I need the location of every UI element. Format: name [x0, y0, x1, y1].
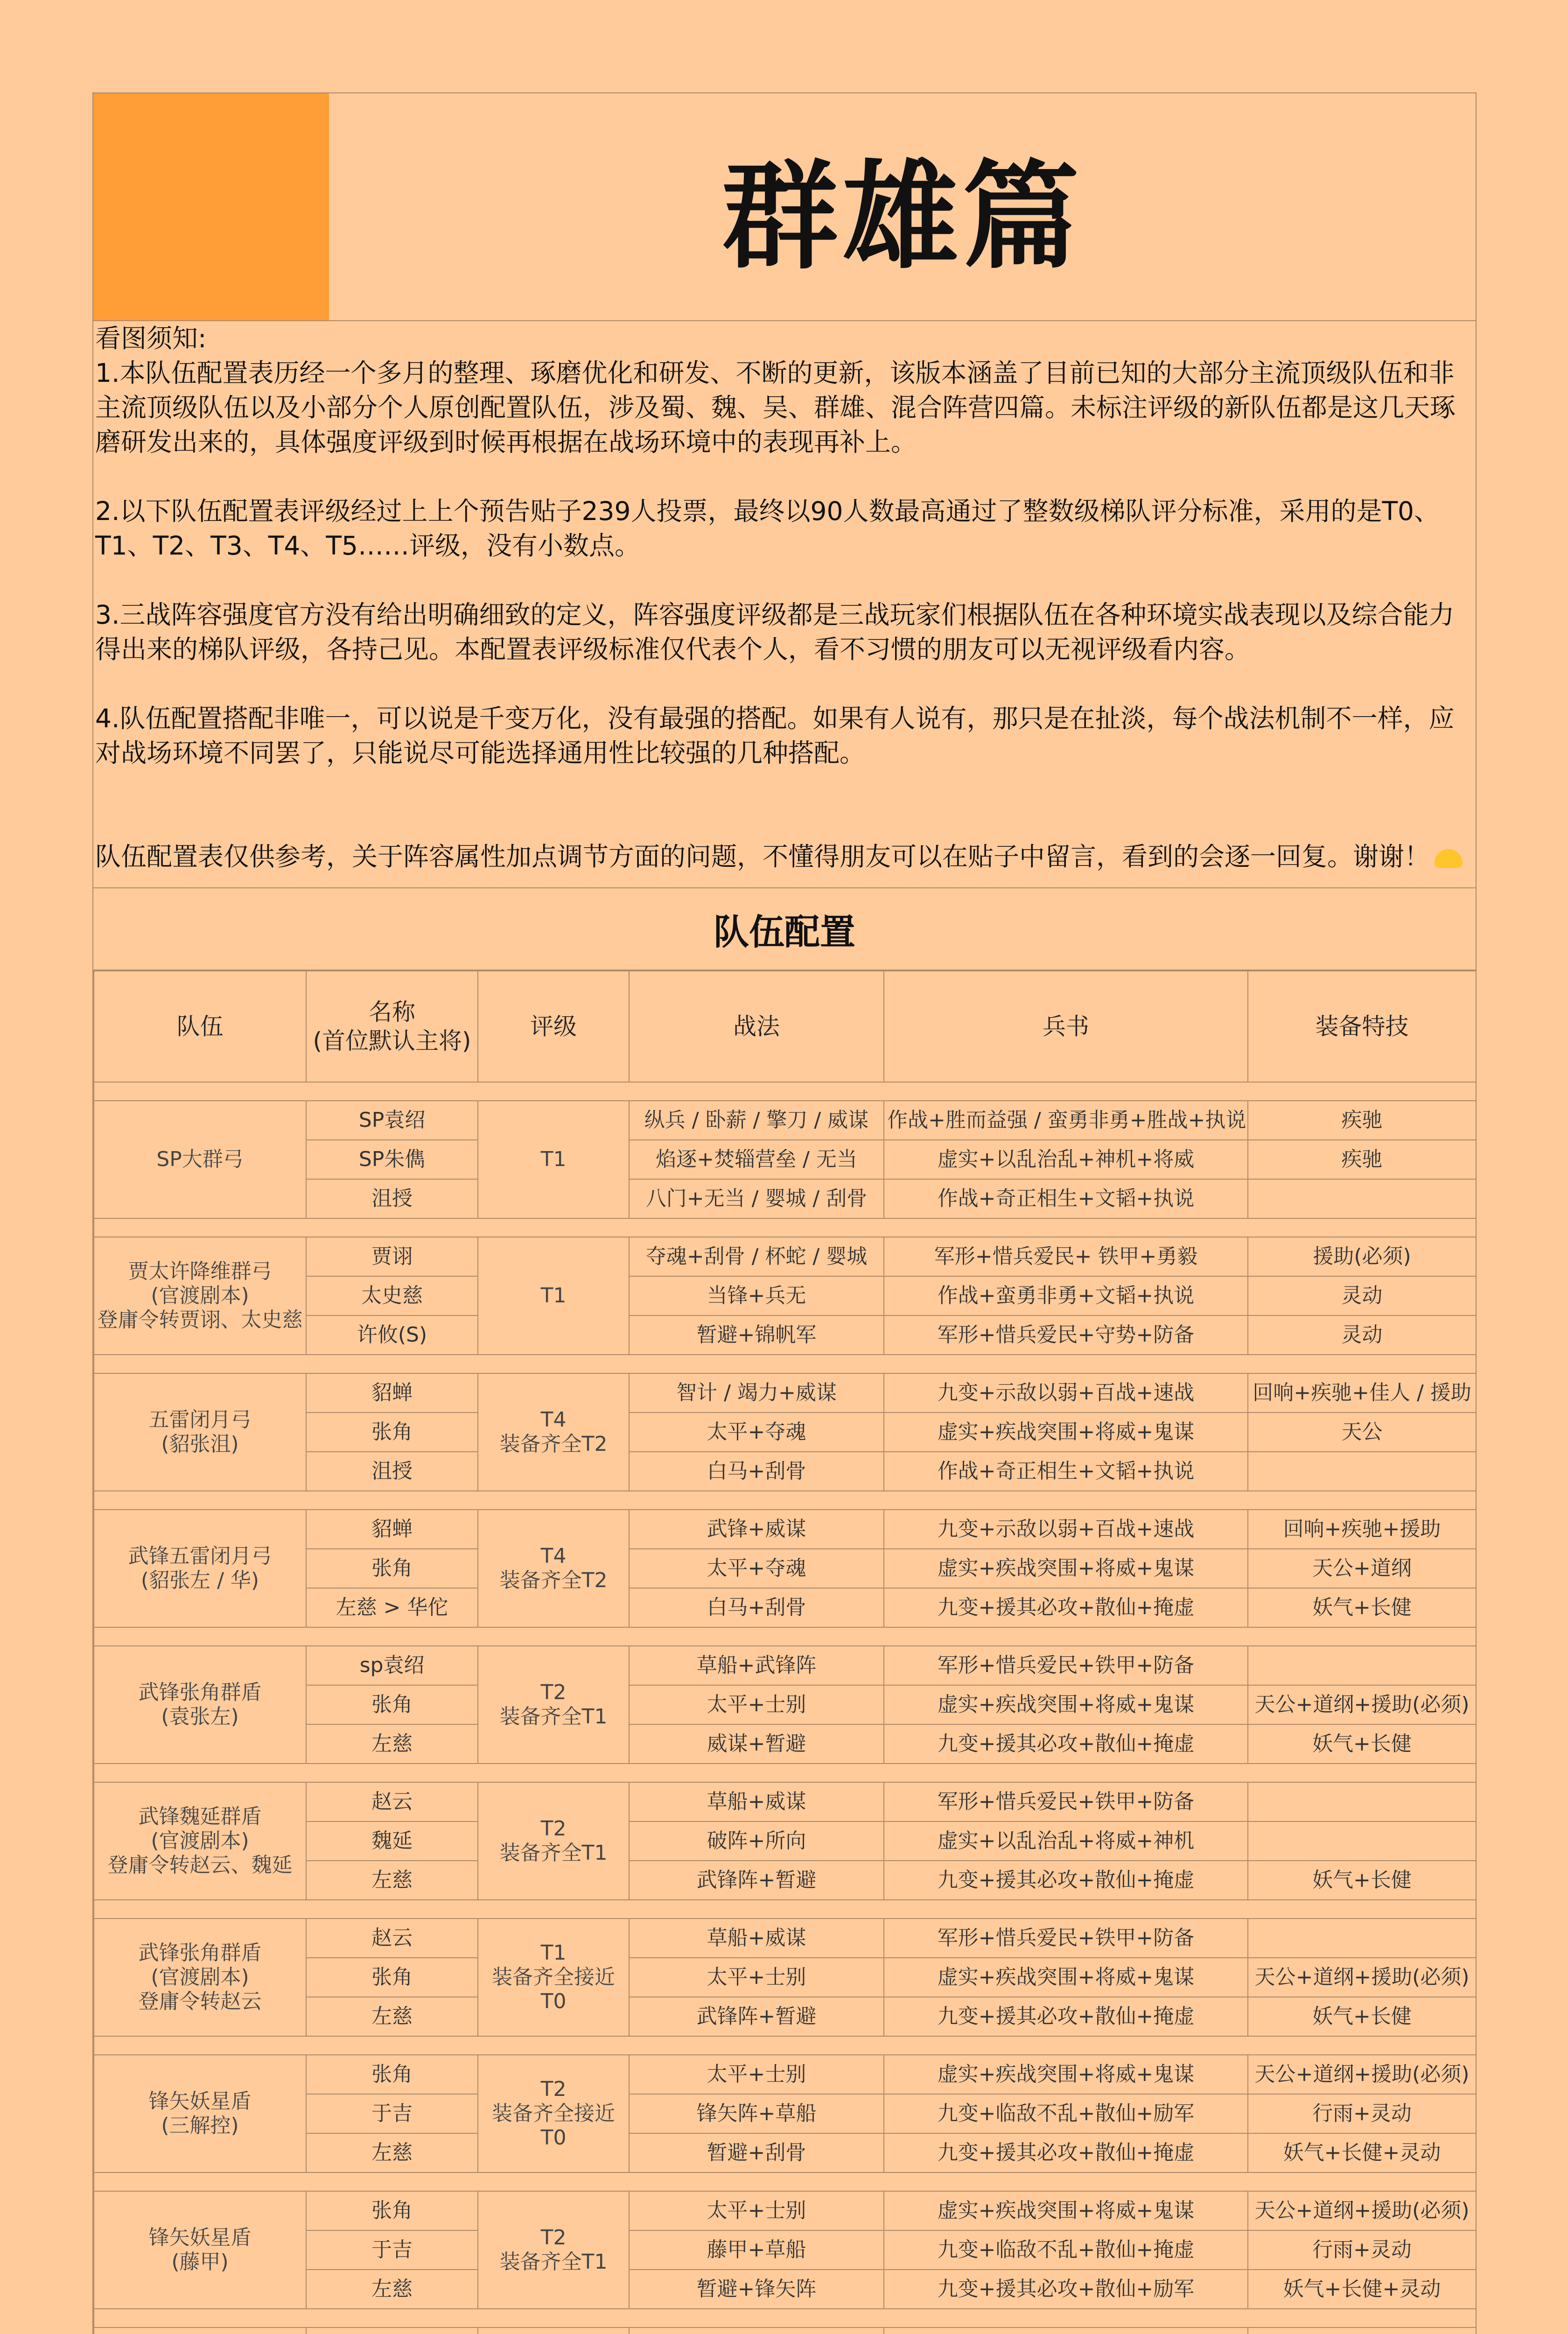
hero-name-cell: 貂蝉 [306, 1510, 478, 1549]
hero-name-cell: 张角 [306, 1549, 478, 1588]
equip-cell: 天公+道纲+援助(必须) [1248, 2191, 1476, 2230]
col-header-books: 兵书 [884, 971, 1248, 1082]
equip-cell: 回响+疾驰+佳人 / 援助 [1248, 1373, 1476, 1413]
page-title: 群雄篇 [721, 149, 1083, 285]
equip-cell: 灵动 [1248, 1315, 1476, 1355]
equip-cell: 妖气+长健+灵动 [1248, 2270, 1476, 2309]
equip-cell: 天公 [1248, 1413, 1476, 1452]
team-name-line: 登庸令转贾诩、太史慈 [97, 1308, 303, 1332]
rank-line: 装备齐全T2 [499, 1568, 608, 1592]
equip-cell: 援助(必须) [1248, 1237, 1476, 1276]
books-cell: 虚实+疾战突围+将威+鬼谋 [884, 1549, 1248, 1588]
books-cell: 虚实+疾战突围+将威+鬼谋 [884, 1958, 1248, 1997]
tactics-cell: 太平+士别 [629, 2191, 884, 2230]
rank-line: T2 [540, 2077, 567, 2101]
tactics-cell: 武锋阵+暂避 [629, 1861, 884, 1900]
rank-cell [478, 1510, 629, 1627]
col-header-tactics: 战法 [629, 971, 884, 1082]
rank-cell [478, 1646, 629, 1764]
equip-cell [1248, 1821, 1476, 1861]
rank-line: T1 [540, 1941, 567, 1965]
team-name-line: 锋矢妖星盾 [148, 2226, 252, 2250]
notes-heading: 看图须知: [95, 323, 207, 353]
team-name-line: 武锋张角群盾 [138, 1941, 262, 1965]
hero-name-cell: 左慈 [306, 1861, 478, 1900]
team-name-cell [94, 2327, 306, 2334]
spacer-row [94, 1355, 1476, 1373]
tactics-cell: 暂避+刮骨 [629, 2133, 884, 2172]
rank-cell [478, 1237, 629, 1355]
rank-line: 装备齐全T1 [499, 1841, 608, 1865]
equip-cell: 妖气+长健 [1248, 1997, 1476, 2036]
equip-cell: 行雨+灵动 [1248, 2230, 1476, 2270]
hero-name-cell: SP朱儁 [306, 1140, 478, 1179]
books-cell: 虚实+以乱治乱+将威+神机 [884, 1821, 1248, 1861]
tactics-cell: 当锋+兵无 [629, 1276, 884, 1315]
equip-cell [1248, 2327, 1476, 2334]
team-name-line: 登庸令转赵云 [138, 1990, 262, 2013]
books-cell: 军形+惜兵爱民+铁甲+防备 [884, 1782, 1248, 1821]
team-name-line: 武锋魏延群盾 [138, 1805, 262, 1828]
spacer-row [94, 2172, 1476, 2191]
books-cell: 虚实+疾战突围+将威+鬼谋 [884, 1685, 1248, 1724]
spacer-row [94, 2309, 1476, 2327]
rank-cell [478, 1101, 629, 1218]
spacer-row [94, 1218, 1476, 1237]
tactics-cell: 太平+夺魂 [629, 1549, 884, 1588]
rank-line: T1 [540, 1147, 567, 1171]
books-cell: 军形+惜兵爱民+守势+防备 [884, 1315, 1248, 1355]
team-name-line: (三解控) [161, 2114, 239, 2137]
table-row [94, 2055, 1476, 2094]
team-name-cell [94, 1782, 306, 1900]
tactics-cell: 草船+威谋 [629, 1782, 884, 1821]
spacer-row [94, 1627, 1476, 1646]
books-cell: 九变+示敌以弱+百战+速战 [884, 1510, 1248, 1549]
rank-line: 装备齐全T1 [499, 2250, 608, 2274]
equip-cell: 天公+道纲+援助(必须) [1248, 1958, 1476, 1997]
hero-name-cell [306, 2327, 478, 2334]
table-row [94, 1510, 1476, 1549]
notes-p2: 2.以下队伍配置表评级经过上上个预告贴子239人投票，最终以90人数最高通过了整数级梯队评分标准，采用的是T0、T1、T2、T3、T4、T5……评级，没有小数点。 [95, 496, 1440, 561]
notes-p3: 3.三战阵容强度官方没有给出明确细致的定义，阵容强度评级都是三战玩家们根据队伍在各种环境实战表现以及综合能力得出来的梯队评级，各持己见。本配置表评级标准仅代表个人，看不习惯的朋友可以无视评级看内容。 [95, 600, 1455, 664]
team-name-cell [94, 1919, 306, 2036]
hero-name-cell: 于吉 [306, 2230, 478, 2270]
hero-name-cell: sp袁绍 [306, 1646, 478, 1685]
team-name-cell [94, 1237, 306, 1355]
hero-name-cell: 张角 [306, 1958, 478, 1997]
rank-line: 装备齐全接近T0 [492, 1965, 615, 2013]
books-cell: 九变+援其必攻+散仙+掩虚 [884, 2133, 1248, 2172]
header [93, 93, 1476, 321]
hero-name-cell: 于吉 [306, 2094, 478, 2133]
rank-cell [478, 2191, 629, 2309]
rank-line: T2 [540, 2226, 567, 2250]
rank-cell [478, 1373, 629, 1491]
rank-line: T4 [540, 1544, 567, 1568]
books-cell: 九变+援其必攻+散仙+掩虚 [884, 1997, 1248, 2036]
tactics-cell: 暂避+锦帆军 [629, 1315, 884, 1355]
rank-cell [478, 2055, 629, 2172]
col-header-equip: 装备特技 [1248, 971, 1476, 1082]
books-cell: 九变+援其必攻+散仙+掩虚 [884, 1861, 1248, 1900]
team-name-line: 贾太许降维群弓 [128, 1259, 272, 1283]
tactics-cell: 武锋+威谋 [629, 1510, 884, 1549]
equip-cell [1248, 1179, 1476, 1218]
team-name-cell [94, 1646, 306, 1764]
team-name-line: 武锋张角群盾 [138, 1680, 262, 1704]
table-row [94, 1919, 1476, 1958]
tactics-cell: 武锋阵+暂避 [629, 1997, 884, 2036]
team-name-line: (貂张左 / 华) [140, 1568, 259, 1592]
team-name-line: 五雷闭月弓 [148, 1408, 252, 1432]
equip-cell: 疾驰 [1248, 1140, 1476, 1179]
tactics-cell: 草船+武锋阵 [629, 1646, 884, 1685]
equip-cell [1248, 1646, 1476, 1685]
rank-line: T4 [540, 1408, 567, 1432]
hero-name-cell: 左慈 [306, 2270, 478, 2309]
team-name-line: 登庸令转赵云、魏延 [107, 1853, 293, 1877]
team-name-line: (袁张左) [161, 1705, 239, 1729]
equip-cell: 天公+道纲+援助(必须) [1248, 2055, 1476, 2094]
team-name-line: 武锋五雷闭月弓 [128, 1544, 272, 1568]
table-row [94, 2191, 1476, 2230]
equip-cell [1248, 1782, 1476, 1821]
hero-name-cell: 魏延 [306, 1821, 478, 1861]
hero-name-cell: 赵云 [306, 1782, 478, 1821]
table-row [94, 1646, 1476, 1685]
hero-name-cell: 左慈 > 华佗 [306, 1588, 478, 1627]
spacer-row [94, 1491, 1476, 1510]
smile-emoji-icon [1435, 849, 1463, 868]
team-name-line: 锋矢妖星盾 [148, 2089, 252, 2113]
spacer-row [94, 2036, 1476, 2055]
books-cell: 虚实+疾战突围+将威+鬼谋 [884, 2191, 1248, 2230]
rank-line: 装备齐全T2 [499, 1432, 608, 1456]
equip-cell: 天公+道纲+援助(必须) [1248, 1685, 1476, 1724]
tactics-cell: 八门+无当 / 婴城 / 刮骨 [629, 1179, 884, 1218]
hero-name-cell: 张角 [306, 2191, 478, 2230]
table-row [94, 2327, 1476, 2334]
tactics-cell: 夺魂+刮骨 / 杯蛇 / 婴城 [629, 1237, 884, 1276]
spacer-row [94, 1082, 1476, 1101]
equip-cell: 天公+道纲 [1248, 1549, 1476, 1588]
tactics-cell: 太平+士别 [629, 1958, 884, 1997]
team-name-cell [94, 1510, 306, 1627]
hero-name-cell: 许攸(S) [306, 1315, 478, 1355]
books-cell: 作战+蛮勇非勇+文韬+执说 [884, 1276, 1248, 1315]
tactics-cell: 太平+士别 [629, 1685, 884, 1724]
table-row [94, 1373, 1476, 1413]
tactics-cell: 太平+士别 [629, 2055, 884, 2094]
books-cell: 九变+示敌以弱+百战+速战 [884, 1373, 1248, 1413]
books-cell: 军形+惜兵爱民+ 铁甲+勇毅 [884, 1237, 1248, 1276]
tactics-cell: 威谋+暂避 [629, 1724, 884, 1764]
books-cell: 作战+胜而益强 / 蛮勇非勇+胜战+执说 [884, 1101, 1248, 1140]
tactics-cell: 破阵+所向 [629, 1821, 884, 1861]
books-cell: 九变+援其必攻+散仙+励军 [884, 2270, 1248, 2309]
rank-line: T2 [540, 1817, 567, 1841]
team-name-cell [94, 2191, 306, 2309]
equip-cell: 疾驰 [1248, 1101, 1476, 1140]
tactics-cell: 草船+威谋 [629, 1919, 884, 1958]
hero-name-cell: 沮授 [306, 1452, 478, 1491]
table-row [94, 1782, 1476, 1821]
books-cell: 九变+临敌不乱+散仙+励军 [884, 2094, 1248, 2133]
hero-name-cell: 左慈 [306, 1724, 478, 1764]
orange-block [93, 93, 329, 320]
hero-name-cell: 贾诩 [306, 1237, 478, 1276]
books-cell: 虚实+疾战突围+将威+鬼谋 [884, 2055, 1248, 2094]
books-cell: 军形+惜兵爱民+铁甲+防备 [884, 1919, 1248, 1958]
rank-line: T1 [540, 1284, 567, 1308]
team-name-cell [94, 1101, 306, 1218]
team-name-cell [94, 1373, 306, 1491]
team-name-line: (官渡剧本) [151, 1829, 249, 1853]
tactics-cell: 锋矢阵+草船 [629, 2094, 884, 2133]
table-header-row [94, 971, 1476, 1082]
books-cell: 作战+奇正相生+文韬+执说 [884, 1179, 1248, 1218]
table-row [94, 1237, 1476, 1276]
team-name-line: (官渡剧本) [151, 1965, 249, 1989]
notes-p1: 1.本队伍配置表历经一个多月的整理、琢磨优化和研发、不断的更新，该版本涵盖了目前已知的大部分主流顶级队伍和非主流顶级队伍以及小部分个人原创配置队伍，涉及蜀、魏、吴、群雄、混合阵营四篇。未标注评级的新队伍都是这几天琢磨研发出来的，具体强度评级到时候再根据在战场环境中的表现再补上。 [95, 358, 1456, 457]
sheet [92, 92, 1477, 2334]
col-header-team: 队伍 [94, 971, 306, 1082]
books-cell: 九变+援其必攻+散仙+掩虚 [884, 1588, 1248, 1627]
team-name-cell [94, 2055, 306, 2172]
table-body [94, 1082, 1476, 2334]
books-cell: 虚实+疾战突围+将威+鬼谋 [884, 1413, 1248, 1452]
books-cell: 九变+援其必攻+散仙+掩虚 [884, 1724, 1248, 1764]
equip-cell [1248, 1452, 1476, 1491]
books-cell [884, 2327, 1248, 2334]
section-title: 队伍配置 [93, 888, 1476, 970]
team-table [93, 970, 1477, 2334]
hero-name-cell: 左慈 [306, 1997, 478, 2036]
equip-cell [1248, 1919, 1476, 1958]
tactics-cell: 太平+夺魂 [629, 1413, 884, 1452]
equip-cell: 行雨+灵动 [1248, 2094, 1476, 2133]
tactics-cell: 暂避+锋矢阵 [629, 2270, 884, 2309]
hero-name-cell: 沮授 [306, 1179, 478, 1218]
team-name-line: (官渡剧本) [151, 1284, 249, 1308]
notes-p5-text: 队伍配置表仅供参考，关于阵容属性加点调节方面的问题，不懂得朋友可以在贴子中留言，看到的会逐一回复。谢谢！ [95, 842, 1430, 872]
tactics-cell: 智计 / 竭力+威谋 [629, 1373, 884, 1413]
hero-name-cell: 左慈 [306, 2133, 478, 2172]
books-cell: 军形+惜兵爱民+铁甲+防备 [884, 1646, 1248, 1685]
rank-cell [478, 1782, 629, 1900]
books-cell: 九变+临敌不乱+散仙+掩虚 [884, 2230, 1248, 2270]
team-name-line: (貂张沮) [161, 1432, 239, 1456]
team-name-line: (藤甲) [171, 2250, 229, 2274]
rank-cell [478, 1919, 629, 2036]
team-name-line: SP大群弓 [156, 1147, 244, 1171]
hero-name-cell: SP袁绍 [306, 1101, 478, 1140]
tactics-cell: 白马+刮骨 [629, 1588, 884, 1627]
equip-cell: 妖气+长健 [1248, 1861, 1476, 1900]
col-header-rank: 评级 [478, 971, 629, 1082]
books-cell: 虚实+以乱治乱+神机+将威 [884, 1140, 1248, 1179]
books-cell: 作战+奇正相生+文韬+执说 [884, 1452, 1248, 1491]
tactics-cell: 焰逐+焚辎营垒 / 无当 [629, 1140, 884, 1179]
tactics-cell: 纵兵 / 卧薪 / 擎刀 / 威谋 [629, 1101, 884, 1140]
tactics-cell: 藤甲+草船 [629, 2230, 884, 2270]
rank-line: 装备齐全T1 [499, 1705, 608, 1729]
tactics-cell [629, 2327, 884, 2334]
hero-name-cell: 太史慈 [306, 1276, 478, 1315]
notes [93, 321, 1476, 888]
spacer-row [94, 1900, 1476, 1919]
rank-cell [478, 2327, 629, 2334]
equip-cell: 灵动 [1248, 1276, 1476, 1315]
spacer-row [94, 1764, 1476, 1782]
equip-cell: 妖气+长健+灵动 [1248, 2133, 1476, 2172]
notes-p5 [95, 839, 1474, 874]
rank-line: 装备齐全接近T0 [492, 2102, 615, 2150]
equip-cell: 回响+疾驰+援助 [1248, 1510, 1476, 1549]
hero-name-cell: 张角 [306, 1685, 478, 1724]
equip-cell: 妖气+长健 [1248, 1588, 1476, 1627]
equip-cell: 妖气+长健 [1248, 1724, 1476, 1764]
col-header-name: 名称 (首位默认主将) [306, 971, 478, 1082]
table-row [94, 1101, 1476, 1140]
hero-name-cell: 张角 [306, 2055, 478, 2094]
hero-name-cell: 张角 [306, 1413, 478, 1452]
hero-name-cell: 赵云 [306, 1919, 478, 1958]
notes-p4: 4.队伍配置搭配非唯一，可以说是千变万化，没有最强的搭配。如果有人说有，那只是在扯淡，每个战法机制不一样，应对战场环境不同罢了，只能说尽可能选择通用性比较强的几种搭配。 [95, 703, 1455, 768]
hero-name-cell: 貂蝉 [306, 1373, 478, 1413]
rank-line: T2 [540, 1680, 567, 1704]
tactics-cell: 白马+刮骨 [629, 1452, 884, 1491]
